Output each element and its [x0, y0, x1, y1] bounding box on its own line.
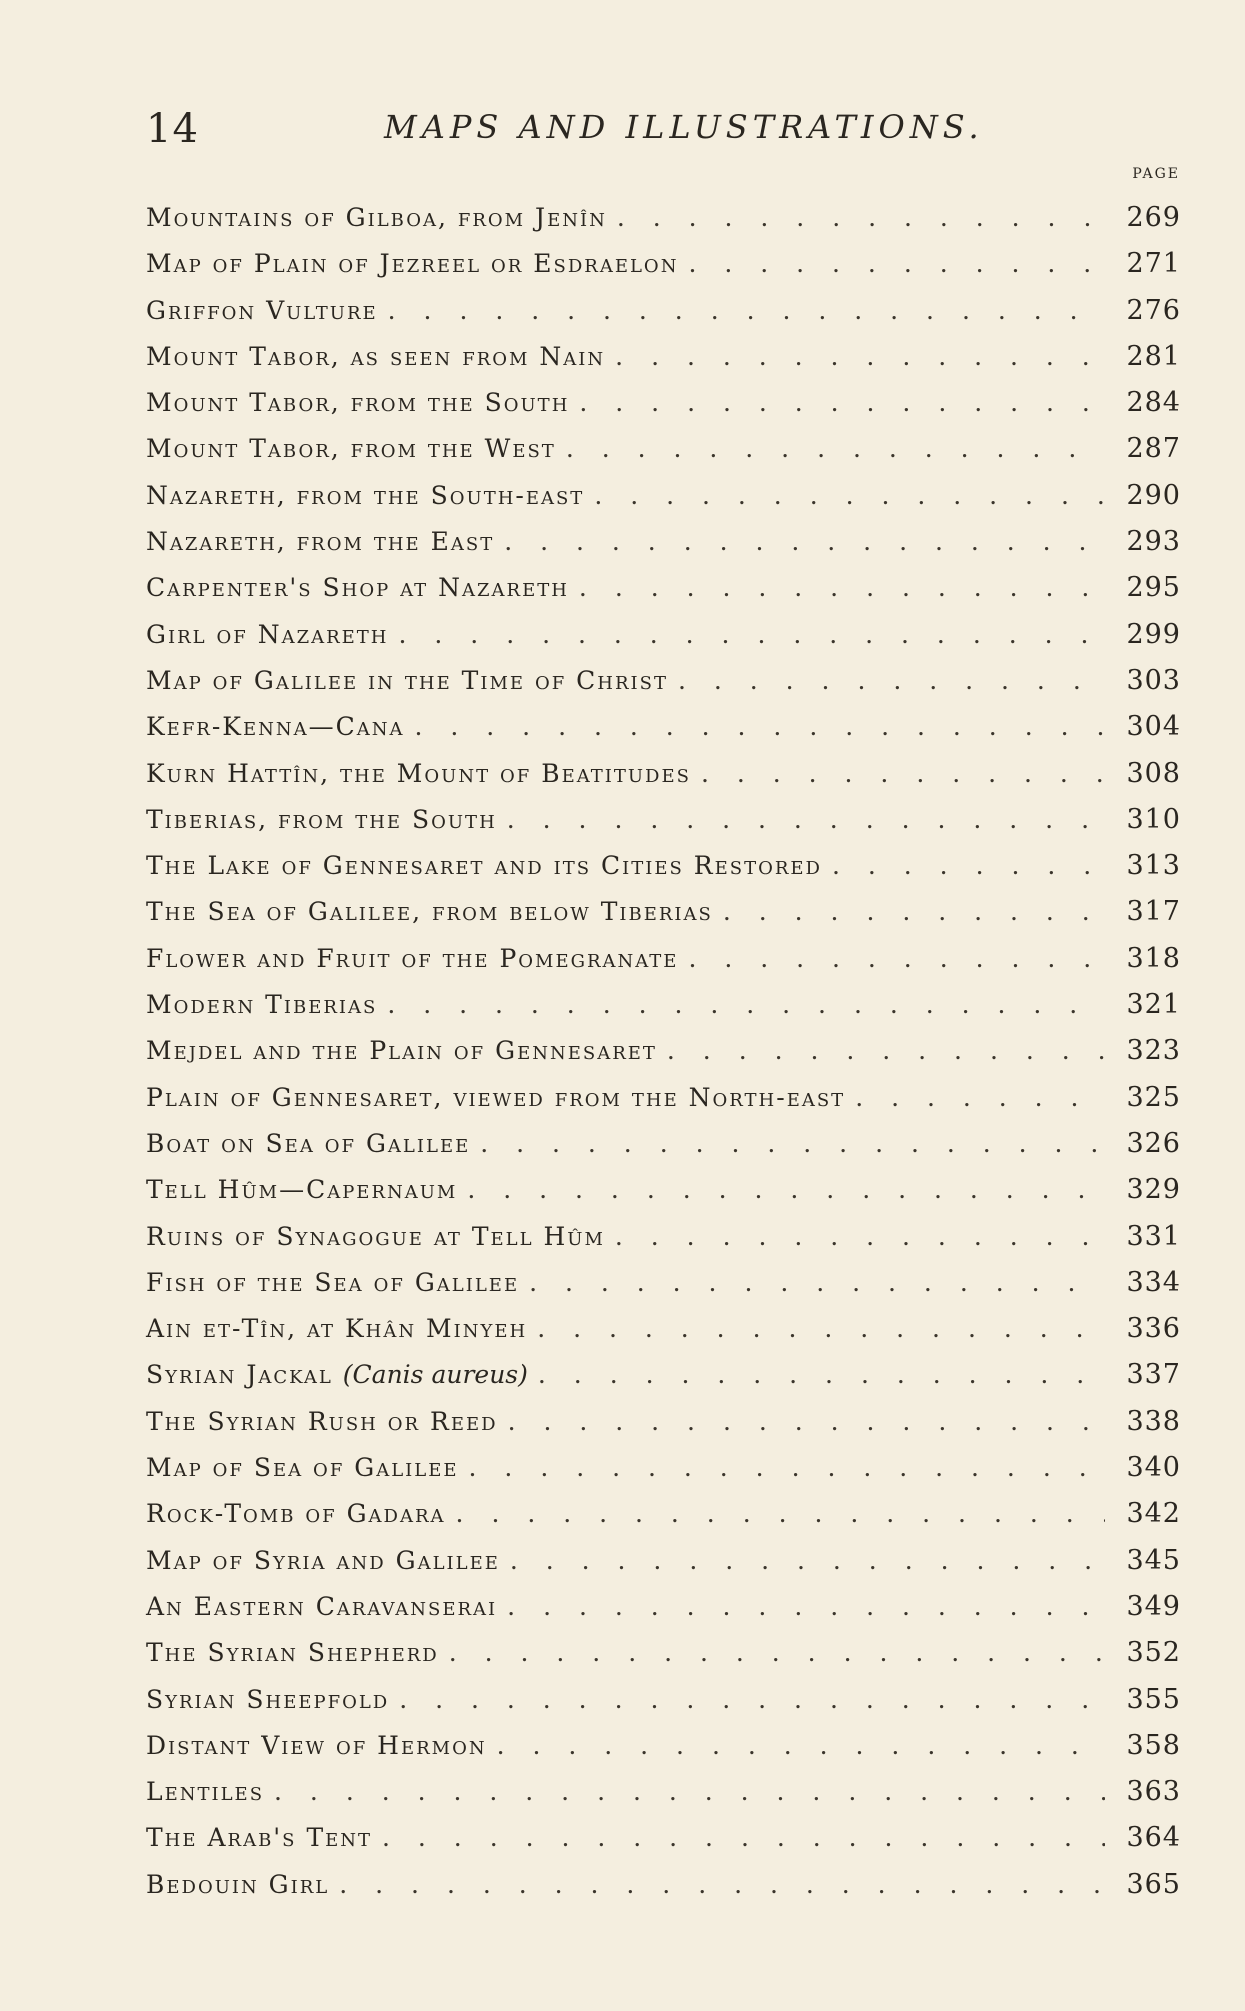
dot-leader	[388, 296, 1105, 325]
entry-page-number: 345	[1126, 1544, 1181, 1576]
page-column-label: PAGE	[1132, 166, 1180, 182]
entry-title	[146, 1222, 605, 1251]
entry-title-italic: (Canis aureus)	[342, 1360, 528, 1390]
dot-leader	[579, 388, 1105, 417]
entry-title	[146, 1360, 528, 1389]
list-item	[146, 341, 1181, 387]
entry-title	[146, 388, 569, 417]
list-item	[146, 711, 1181, 757]
entry-title-text: Tell Hûm—Capernaum	[146, 1175, 458, 1205]
entry-page-number: 269	[1126, 202, 1181, 233]
dot-leader	[617, 203, 1105, 232]
entry-title-text: Syrian Jackal	[146, 1360, 333, 1390]
entry-title	[146, 203, 607, 232]
entry-title	[146, 1638, 439, 1667]
list-item	[146, 1406, 1181, 1452]
dot-leader	[415, 712, 1106, 741]
entry-page-number: 310	[1126, 803, 1181, 835]
dot-leader	[507, 1592, 1105, 1621]
dot-leader	[579, 573, 1105, 602]
page-number: 14	[146, 106, 199, 152]
entry-title-text: Girl of Nazareth	[146, 619, 389, 649]
list-item	[146, 1822, 1181, 1868]
dot-leader	[594, 481, 1105, 510]
list-item	[146, 480, 1181, 526]
entry-page-number: 271	[1126, 248, 1181, 280]
entry-page-number: 365	[1126, 1868, 1181, 1900]
entry-title-text: Modern Tiberias	[146, 990, 378, 1020]
entry-title	[146, 573, 569, 602]
entry-title	[146, 1546, 500, 1575]
dot-leader	[510, 1546, 1105, 1575]
dot-leader	[529, 1268, 1105, 1297]
entry-title	[146, 990, 377, 1019]
entry-title	[146, 1314, 527, 1343]
list-item	[146, 619, 1181, 665]
entry-page-number: 308	[1126, 757, 1181, 789]
dot-leader	[701, 759, 1105, 788]
list-item	[146, 943, 1181, 989]
list-item	[146, 1776, 1181, 1822]
entry-title-text: The Lake of Gennesaret and its Cities Restored	[146, 851, 822, 881]
list-item	[146, 248, 1181, 294]
dot-leader	[507, 805, 1105, 834]
entry-title	[146, 481, 584, 510]
entry-page-number: 363	[1126, 1776, 1181, 1808]
list-item	[146, 1730, 1181, 1776]
entry-page-number: 304	[1126, 711, 1181, 743]
entry-page-number: 287	[1126, 433, 1181, 465]
list-item	[146, 1591, 1181, 1637]
dot-leader	[855, 1083, 1105, 1112]
page-header	[146, 102, 1106, 162]
entry-title	[146, 1268, 519, 1297]
dot-leader	[615, 342, 1105, 371]
dot-leader	[508, 1407, 1105, 1436]
entry-title	[146, 851, 822, 880]
dot-leader	[387, 990, 1105, 1019]
entry-title-text: Nazareth, from the East	[146, 527, 495, 557]
entry-title	[146, 1685, 389, 1714]
list-item	[146, 572, 1181, 618]
dot-leader	[537, 1314, 1105, 1343]
dot-leader	[615, 1222, 1105, 1251]
entry-page-number: 337	[1126, 1359, 1181, 1391]
dot-leader	[667, 1036, 1105, 1065]
entry-page-number: 318	[1126, 942, 1181, 974]
list-item	[146, 1359, 1181, 1405]
list-item	[146, 1869, 1181, 1915]
entry-page-number: 334	[1126, 1266, 1181, 1298]
entry-page-number: 358	[1126, 1729, 1181, 1761]
entry-page-number: 325	[1126, 1081, 1181, 1113]
entry-title-text: Boat on Sea of Galilee	[146, 1128, 471, 1158]
entry-page-number: 303	[1126, 664, 1181, 696]
list-item	[146, 850, 1181, 896]
list-item	[146, 1174, 1181, 1220]
entry-title-text: An Eastern Caravanserai	[146, 1591, 498, 1621]
entry-page-number: 293	[1126, 526, 1181, 558]
running-title: MAPS AND ILLUSTRATIONS.	[384, 108, 984, 146]
entry-title	[146, 342, 605, 371]
list-item	[146, 1221, 1181, 1267]
entry-page-number: 336	[1126, 1313, 1181, 1345]
entry-title	[146, 1175, 457, 1204]
entry-page-number: 340	[1126, 1452, 1181, 1484]
entry-title-text: The Syrian Shepherd	[146, 1638, 439, 1668]
entry-title-text: Distant View of Hermon	[146, 1730, 487, 1760]
list-item	[146, 1684, 1181, 1730]
entry-title	[146, 1592, 497, 1621]
entry-title-text: Mount Tabor, from the West	[146, 434, 556, 464]
entry-title-text: Map of Syria and Galilee	[146, 1545, 500, 1575]
entry-page-number: 349	[1126, 1590, 1181, 1622]
entry-title-text: Kurn Hattîn, the Mount of Beatitudes	[146, 758, 691, 788]
entry-title-text: Plain of Gennesaret, viewed from the North-east	[146, 1082, 846, 1112]
dot-leader	[504, 527, 1105, 556]
dot-leader	[449, 1638, 1105, 1667]
entry-title-text: Ruins of Synagogue at Tell Hûm	[146, 1221, 605, 1251]
entry-title-text: The Arab's Tent	[146, 1823, 373, 1853]
entry-page-number: 284	[1126, 387, 1181, 419]
entry-title	[146, 944, 678, 973]
dot-leader	[339, 1870, 1105, 1899]
entry-title-text: Flower and Fruit of the Pomegranate	[146, 943, 679, 973]
list-item	[146, 758, 1181, 804]
list-item	[146, 1313, 1181, 1359]
list-item	[146, 1452, 1181, 1498]
entry-title-text: Nazareth, from the South-east	[146, 480, 585, 510]
list-item	[146, 526, 1181, 572]
entry-title	[146, 1129, 470, 1158]
dot-leader	[467, 1175, 1105, 1204]
entry-title	[146, 1777, 264, 1806]
list-item	[146, 387, 1181, 433]
list-item	[146, 989, 1181, 1035]
dot-leader	[497, 1731, 1105, 1760]
list-item	[146, 295, 1181, 341]
dot-leader	[688, 944, 1105, 973]
entry-page-number: 355	[1126, 1683, 1181, 1715]
list-item	[146, 1637, 1181, 1683]
entry-page-number: 338	[1126, 1405, 1181, 1437]
dot-leader	[832, 851, 1105, 880]
entry-page-number: 290	[1126, 479, 1181, 511]
entry-title-text: Mount Tabor, from the South	[146, 388, 570, 418]
entry-title	[146, 1453, 459, 1482]
entry-title	[146, 249, 678, 278]
entry-title	[146, 666, 668, 695]
entry-title-text: Map of Sea of Galilee	[146, 1453, 459, 1483]
dot-leader	[480, 1129, 1105, 1158]
entry-title	[146, 1823, 372, 1852]
list-item	[146, 1498, 1181, 1544]
entry-title-text: Ain et-Tîn, at Khân Minyeh	[146, 1314, 528, 1344]
dot-leader	[723, 897, 1105, 926]
entry-title	[146, 897, 713, 926]
entry-title	[146, 1870, 329, 1899]
list-item	[146, 1035, 1181, 1081]
list-item	[146, 1545, 1181, 1591]
entry-title-text: The Sea of Galilee, from below Tiberias	[146, 897, 713, 927]
entry-title	[146, 1499, 446, 1528]
entry-title-text: Rock-Tomb of Gadara	[146, 1499, 446, 1529]
entry-title-text: Syrian Sheepfold	[146, 1684, 390, 1714]
entry-title-text: Mount Tabor, as seen from Nain	[146, 341, 606, 371]
entry-title-text: Griffon Vulture	[146, 295, 378, 325]
list-item	[146, 1128, 1181, 1174]
dot-leader	[456, 1499, 1105, 1528]
entry-page-number: 342	[1126, 1498, 1181, 1530]
dot-leader	[399, 1685, 1105, 1714]
list-item	[146, 202, 1181, 248]
entry-page-number: 313	[1126, 850, 1181, 882]
entry-title	[146, 1083, 845, 1112]
entry-title	[146, 620, 389, 649]
entry-title	[146, 1036, 657, 1065]
entry-title-text: Map of Galilee in the Time of Christ	[146, 665, 668, 695]
entry-title-text: Mountains of Gilboa, from Jenîn	[146, 203, 607, 232]
entry-page-number: 276	[1126, 294, 1181, 326]
entry-title-text: Mejdel and the Plain of Gennesaret	[146, 1036, 657, 1066]
entry-page-number: 331	[1126, 1220, 1181, 1252]
entry-title	[146, 712, 405, 741]
entry-title	[146, 1731, 487, 1760]
dot-leader	[382, 1823, 1105, 1852]
list-item	[146, 804, 1181, 850]
dot-leader	[469, 1453, 1105, 1482]
entry-title	[146, 805, 497, 834]
entry-title	[146, 434, 556, 463]
entry-page-number: 321	[1126, 989, 1181, 1021]
entry-title	[146, 527, 494, 556]
entry-title	[146, 296, 378, 325]
illustrations-list	[146, 202, 1181, 1915]
list-item	[146, 896, 1181, 942]
dot-leader	[566, 434, 1105, 463]
entry-page-number: 281	[1126, 340, 1181, 372]
dot-leader	[678, 666, 1105, 695]
dot-leader	[399, 620, 1105, 649]
entry-page-number: 364	[1126, 1822, 1181, 1854]
list-item	[146, 665, 1181, 711]
entry-page-number: 352	[1126, 1637, 1181, 1669]
list-item	[146, 1082, 1181, 1128]
entry-page-number: 317	[1126, 896, 1181, 928]
dot-leader	[688, 249, 1105, 278]
dot-leader	[274, 1777, 1105, 1806]
entry-page-number: 329	[1126, 1174, 1181, 1206]
entry-title-text: The Syrian Rush or Reed	[146, 1406, 498, 1436]
entry-title-text: Tiberias, from the South	[146, 804, 497, 834]
list-item	[146, 1267, 1181, 1313]
entry-title-text: Map of Plain of Jezreel or Esdraelon	[146, 249, 679, 279]
dot-leader	[538, 1360, 1105, 1389]
entry-page-number: 295	[1126, 572, 1181, 604]
entry-page-number: 326	[1126, 1127, 1181, 1159]
entry-title-text: Fish of the Sea of Galilee	[146, 1267, 520, 1297]
entry-title	[146, 759, 691, 788]
entry-title	[146, 1407, 498, 1436]
entry-page-number: 299	[1126, 618, 1181, 650]
entry-page-number: 323	[1126, 1035, 1181, 1067]
entry-title-text: Kefr-Kenna—Cana	[146, 712, 405, 742]
list-item	[146, 433, 1181, 479]
entry-title-text: Lentiles	[146, 1777, 265, 1807]
entry-title-text: Bedouin Girl	[146, 1869, 330, 1899]
entry-title-text: Carpenter's Shop at Nazareth	[146, 573, 569, 603]
